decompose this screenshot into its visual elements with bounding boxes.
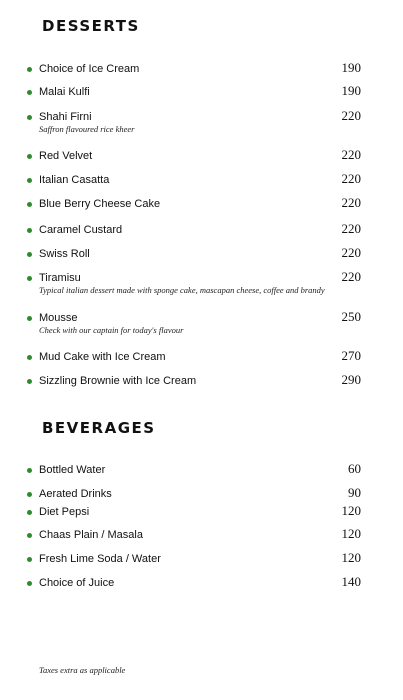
bullet-icon bbox=[27, 90, 32, 95]
bullet-icon bbox=[27, 115, 32, 120]
item-price: 220 bbox=[341, 171, 361, 186]
bullet-icon bbox=[27, 581, 32, 586]
item-price: 220 bbox=[341, 147, 361, 162]
menu-item-shahi-firni bbox=[0, 108, 403, 134]
item-name: Bottled Water bbox=[39, 464, 106, 476]
menu-item-choice-of-ice-cream bbox=[0, 61, 403, 81]
item-description: Saffron flavoured rice kheer bbox=[39, 124, 135, 134]
item-price: 220 bbox=[341, 195, 361, 210]
item-name: Fresh Lime Soda / Water bbox=[39, 553, 161, 565]
item-price: 220 bbox=[341, 108, 361, 123]
item-name: Caramel Custard bbox=[39, 224, 123, 236]
menu-item-caramel-custard bbox=[0, 222, 403, 242]
bullet-icon bbox=[27, 492, 32, 497]
menu-item-italian-casatta bbox=[0, 172, 403, 192]
item-name: Blue Berry Cheese Cake bbox=[39, 198, 161, 210]
item-name: Shahi Firni bbox=[39, 111, 92, 123]
menu-item-tiramisu bbox=[0, 269, 403, 295]
item-name: Malai Kulfi bbox=[39, 86, 90, 98]
menu-item-diet-pepsi bbox=[0, 504, 403, 524]
item-description: Typical italian dessert made with sponge cake, mascapan cheese, coffee and brandy bbox=[39, 285, 325, 295]
bullet-icon bbox=[27, 355, 32, 360]
bullet-icon bbox=[27, 557, 32, 562]
item-name: Sizzling Brownie with Ice Cream bbox=[39, 375, 197, 387]
item-name: Diet Pepsi bbox=[39, 506, 90, 518]
item-name: Aerated Drinks bbox=[39, 488, 112, 500]
item-name: Mousse bbox=[39, 312, 78, 324]
bullet-icon bbox=[27, 510, 32, 515]
item-price: 120 bbox=[341, 550, 361, 565]
bullet-icon bbox=[27, 228, 32, 233]
menu-item-malai-kulfi bbox=[0, 84, 403, 104]
item-price: 290 bbox=[341, 372, 361, 387]
item-price: 60 bbox=[348, 461, 361, 476]
item-price: 120 bbox=[341, 503, 361, 518]
menu-item-chaas bbox=[0, 527, 403, 547]
bullet-icon bbox=[27, 202, 32, 207]
bullet-icon bbox=[27, 276, 32, 281]
menu-item-sizzling-brownie bbox=[0, 373, 403, 393]
menu-item-mousse bbox=[0, 309, 403, 335]
item-name: Tiramisu bbox=[39, 272, 81, 284]
menu-item-fresh-lime-soda bbox=[0, 551, 403, 571]
item-price: 270 bbox=[341, 348, 361, 363]
beverages-heading: BEVERAGES bbox=[42, 419, 156, 437]
item-price: 220 bbox=[341, 221, 361, 236]
desserts-heading: DESSERTS bbox=[42, 17, 140, 35]
menu-item-mud-cake bbox=[0, 349, 403, 369]
bullet-icon bbox=[27, 316, 32, 321]
item-name: Red Velvet bbox=[39, 150, 93, 162]
item-description: Check with our captain for today's flavour bbox=[39, 325, 184, 335]
bullet-icon bbox=[27, 468, 32, 473]
item-price: 90 bbox=[348, 485, 361, 500]
item-name: Choice of Juice bbox=[39, 577, 115, 589]
item-price: 140 bbox=[341, 574, 361, 589]
bullet-icon bbox=[27, 252, 32, 257]
taxes-note: Taxes extra as applicable bbox=[39, 665, 126, 675]
bullet-icon bbox=[27, 379, 32, 384]
item-price: 190 bbox=[341, 60, 361, 75]
menu-item-bottled-water bbox=[0, 462, 403, 482]
item-name: Italian Casatta bbox=[39, 174, 110, 186]
item-price: 250 bbox=[341, 309, 361, 324]
menu-item-red-velvet bbox=[0, 148, 403, 168]
bullet-icon bbox=[27, 67, 32, 72]
bullet-icon bbox=[27, 154, 32, 159]
menu-item-choice-of-juice bbox=[0, 575, 403, 595]
item-price: 190 bbox=[341, 83, 361, 98]
item-name: Mud Cake with Ice Cream bbox=[39, 351, 166, 363]
item-name: Choice of Ice Cream bbox=[39, 63, 140, 75]
bullet-icon bbox=[27, 533, 32, 538]
item-price: 220 bbox=[341, 269, 361, 284]
item-price: 220 bbox=[341, 245, 361, 260]
item-name: Swiss Roll bbox=[39, 248, 90, 260]
menu-item-swiss-roll bbox=[0, 246, 403, 266]
bullet-icon bbox=[27, 178, 32, 183]
item-price: 120 bbox=[341, 526, 361, 541]
item-name: Chaas Plain / Masala bbox=[39, 529, 143, 541]
menu-item-blue-berry-cheese-cake bbox=[0, 196, 403, 216]
